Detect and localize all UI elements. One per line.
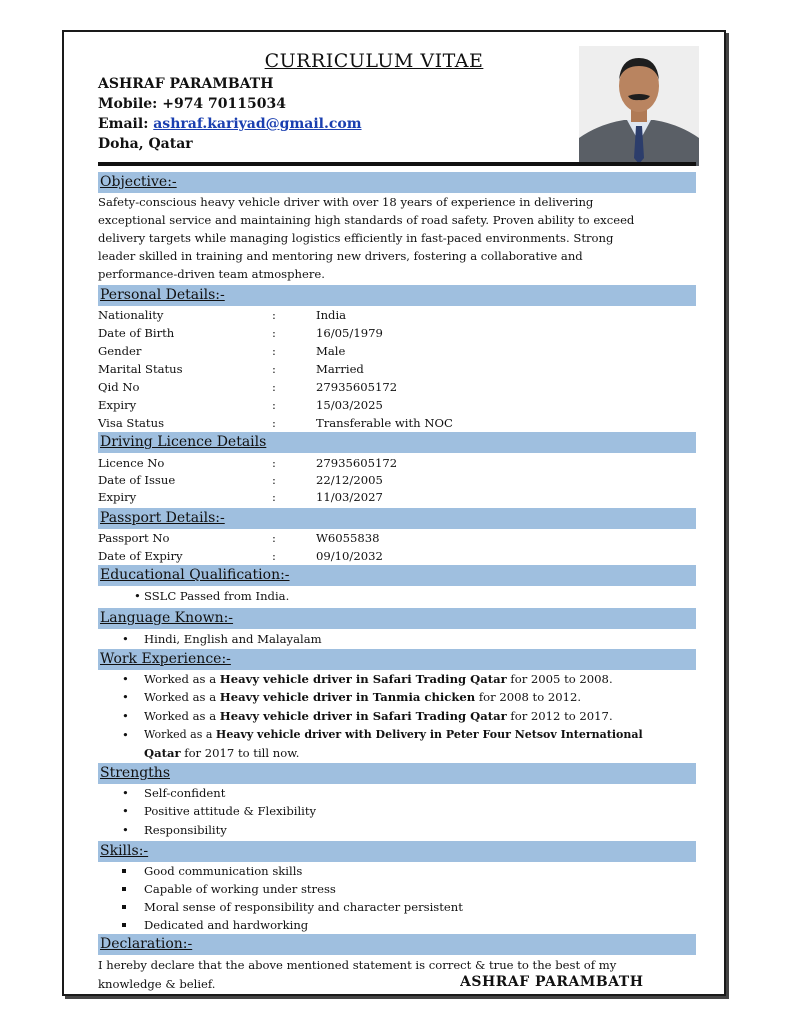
detail-value: 27935605172 bbox=[316, 380, 398, 394]
detail-row bbox=[98, 414, 696, 432]
section-strengths: Strengths bbox=[98, 763, 696, 784]
objective-line: exceptional service and maintaining high standards of road safety. Proven ability to exceed bbox=[98, 213, 635, 227]
bullet: • bbox=[122, 690, 129, 704]
list-item-text: Responsibility bbox=[144, 823, 227, 837]
objective-line: delivery targets while managing logistics efficiently in fast-paced environments. Strong bbox=[98, 231, 614, 245]
section-education: Educational Qualification:- bbox=[98, 565, 696, 586]
list-item-text: Hindi, English and Malayalam bbox=[144, 632, 322, 646]
section-language: Language Known:- bbox=[98, 608, 696, 629]
bullet: • bbox=[122, 823, 129, 837]
detail-label: Nationality bbox=[98, 308, 164, 322]
work-period: for 2017 to till now. bbox=[180, 746, 300, 760]
detail-value: 27935605172 bbox=[316, 456, 398, 470]
detail-row bbox=[98, 306, 696, 324]
list-item bbox=[98, 898, 696, 916]
work-title: Heavy vehicle driver with Delivery in Peter Four Netsov International bbox=[215, 728, 643, 741]
page-title: CURRICULUM VITAE bbox=[264, 50, 484, 72]
work-text: Worked as a bbox=[144, 690, 220, 704]
list-item-text: SSLC Passed from India. bbox=[144, 589, 290, 603]
list-item bbox=[98, 707, 696, 725]
list-item bbox=[98, 688, 696, 706]
work-title: Heavy vehicle driver in Safari Trading Qatar bbox=[219, 709, 507, 723]
detail-value: Married bbox=[316, 362, 364, 376]
detail-colon: : bbox=[272, 326, 276, 340]
detail-label: Licence No bbox=[98, 456, 165, 470]
section-personal-details: Personal Details:- bbox=[98, 285, 696, 306]
detail-value: India bbox=[316, 308, 347, 322]
list-item-text: Positive attitude & Flexibility bbox=[144, 804, 317, 818]
detail-colon: : bbox=[272, 380, 276, 394]
square-bullet-icon bbox=[122, 887, 126, 891]
detail-colon: : bbox=[272, 416, 276, 430]
objective-line: Safety-conscious heavy vehicle driver with over 18 years of experience in delivering bbox=[98, 195, 594, 209]
detail-value: Transferable with NOC bbox=[316, 416, 453, 430]
detail-label: Gender bbox=[98, 344, 142, 358]
candidate-name: ASHRAF PARAMBATH bbox=[98, 76, 274, 92]
location: Doha, Qatar bbox=[98, 136, 193, 152]
detail-colon: : bbox=[272, 362, 276, 376]
detail-colon: : bbox=[272, 531, 276, 545]
detail-row bbox=[98, 547, 696, 565]
detail-label: Qid No bbox=[98, 380, 140, 394]
detail-value: 15/03/2025 bbox=[316, 398, 383, 412]
detail-value: 09/10/2032 bbox=[316, 549, 383, 563]
email-label: Email: bbox=[98, 116, 154, 132]
section-work-experience: Work Experience:- bbox=[98, 649, 696, 670]
work-period: for 2008 to 2012. bbox=[475, 690, 582, 704]
objective-line: performance-driven team atmosphere. bbox=[98, 267, 325, 281]
cv-page bbox=[62, 30, 726, 996]
list-item-text: Self-confident bbox=[144, 786, 226, 800]
detail-colon: : bbox=[272, 344, 276, 358]
detail-value: W6055838 bbox=[316, 531, 380, 545]
detail-label: Expiry bbox=[98, 398, 137, 412]
list-item-text: Dedicated and hardworking bbox=[144, 918, 309, 932]
bullet: • bbox=[122, 709, 129, 723]
detail-value: 11/03/2027 bbox=[316, 490, 383, 504]
detail-colon: : bbox=[272, 490, 276, 504]
detail-label: Date of Issue bbox=[98, 473, 176, 487]
work-text: Worked as a bbox=[144, 672, 220, 686]
work-period: for 2005 to 2008. bbox=[506, 672, 613, 686]
list-item bbox=[98, 862, 696, 880]
detail-label: Passport No bbox=[98, 531, 170, 545]
mobile-label: Mobile: bbox=[98, 96, 163, 112]
work-text: Worked as a bbox=[144, 728, 216, 741]
detail-value: 22/12/2005 bbox=[316, 473, 383, 487]
section-driving-licence: Driving Licence Details bbox=[98, 432, 696, 453]
detail-row bbox=[98, 454, 696, 472]
work-title: Qatar bbox=[144, 746, 181, 760]
list-item-text: Moral sense of responsibility and character persistent bbox=[144, 900, 463, 914]
detail-row bbox=[98, 488, 696, 506]
work-text: Worked as a bbox=[144, 709, 220, 723]
header-divider bbox=[98, 162, 696, 166]
square-bullet-icon bbox=[122, 869, 126, 873]
section-passport: Passport Details:- bbox=[98, 508, 696, 529]
detail-row bbox=[98, 396, 696, 414]
objective-line: leader skilled in training and mentoring new drivers, fostering a collaborative and bbox=[98, 249, 583, 263]
detail-label: Visa Status bbox=[98, 416, 165, 430]
square-bullet-icon bbox=[122, 923, 126, 927]
list-item bbox=[98, 784, 696, 802]
detail-label: Date of Birth bbox=[98, 326, 175, 340]
detail-label: Date of Expiry bbox=[98, 549, 183, 563]
declaration-text: I hereby declare that the above mentioned statement is correct & true to the best of my bbox=[98, 958, 617, 972]
list-item bbox=[98, 726, 696, 744]
detail-row bbox=[98, 471, 696, 489]
detail-colon: : bbox=[272, 549, 276, 563]
list-item-text: Capable of working under stress bbox=[144, 882, 336, 896]
bullet: • bbox=[122, 728, 129, 742]
work-period: for 2012 to 2017. bbox=[506, 709, 613, 723]
detail-row bbox=[98, 324, 696, 342]
detail-colon: : bbox=[272, 473, 276, 487]
bullet: • bbox=[122, 672, 129, 686]
profile-photo bbox=[579, 46, 699, 166]
section-skills: Skills:- bbox=[98, 841, 696, 862]
mobile-line bbox=[98, 94, 286, 114]
objective-text bbox=[98, 193, 698, 283]
declaration-text-2: knowledge & belief. bbox=[98, 977, 216, 991]
list-item bbox=[98, 880, 696, 898]
section-declaration: Declaration:- bbox=[98, 934, 696, 955]
detail-colon: : bbox=[272, 398, 276, 412]
detail-row bbox=[98, 360, 696, 378]
work-title: Heavy vehicle driver in Tanmia chicken bbox=[219, 690, 476, 704]
detail-value: 16/05/1979 bbox=[316, 326, 383, 340]
list-item bbox=[98, 587, 696, 605]
bullet: • bbox=[122, 786, 129, 800]
email-link[interactable]: ashraf.kariyad@gmail.com bbox=[153, 116, 362, 132]
list-item bbox=[98, 802, 696, 820]
bullet: • bbox=[122, 632, 129, 646]
list-item bbox=[98, 670, 696, 688]
square-bullet-icon bbox=[122, 905, 126, 909]
list-item bbox=[98, 630, 696, 648]
list-item bbox=[98, 916, 696, 934]
mobile-number: +974 70115034 bbox=[162, 96, 286, 112]
detail-label: Marital Status bbox=[98, 362, 183, 376]
list-item-continued bbox=[98, 744, 696, 762]
detail-row bbox=[98, 342, 696, 360]
list-item-text: Good communication skills bbox=[144, 864, 303, 878]
detail-row bbox=[98, 378, 696, 396]
detail-label: Expiry bbox=[98, 490, 137, 504]
signature-name: ASHRAF PARAMBATH bbox=[460, 974, 644, 990]
detail-row bbox=[98, 529, 696, 547]
email-line bbox=[98, 114, 362, 134]
detail-value: Male bbox=[316, 344, 346, 358]
section-objective: Objective:- bbox=[98, 172, 696, 193]
detail-colon: : bbox=[272, 308, 276, 322]
list-item bbox=[98, 821, 696, 839]
detail-colon: : bbox=[272, 456, 276, 470]
bullet: • bbox=[134, 589, 141, 603]
bullet: • bbox=[122, 804, 129, 818]
work-title: Heavy vehicle driver in Safari Trading Qatar bbox=[219, 672, 507, 686]
